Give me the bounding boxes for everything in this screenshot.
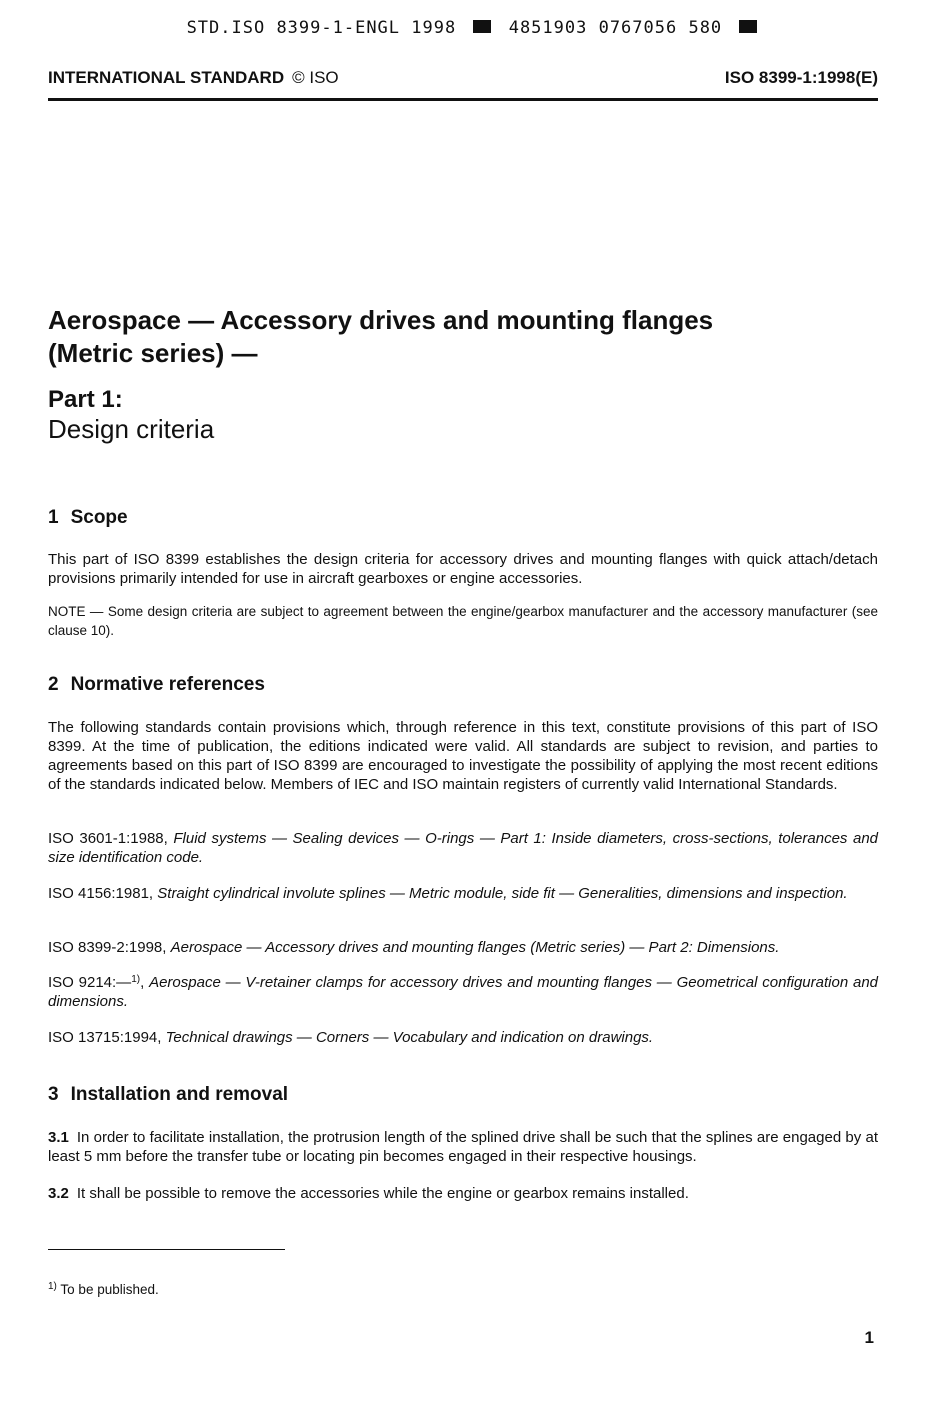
part-label: Part 1:	[48, 386, 123, 413]
title-line-2: (Metric series) —	[48, 338, 258, 368]
clause-number: 3.1	[48, 1129, 69, 1146]
footnote-mark: 1)	[48, 1281, 57, 1292]
reference-item	[48, 973, 878, 1011]
reference-title: Straight cylindrical involute splines — Metric module, side fit — Generalities, dimensions and inspection.	[157, 885, 848, 902]
reference-item	[48, 1028, 878, 1047]
scope-note: NOTE — Some design criteria are subject to agreement between the engine/gearbox manufacturer and the accessory manufacturer (see clause 10).	[48, 604, 878, 638]
header-standard-label: INTERNATIONAL STANDARD	[48, 68, 285, 87]
reference-title: Fluid systems — Sealing devices — O-rings — Part 1: Inside diameters, cross-sections, tolerances and size identification code.	[48, 830, 879, 866]
section-3-heading	[48, 1084, 288, 1106]
footnote-rule	[48, 1249, 285, 1250]
title-line-1: Aerospace — Accessory drives and mounting flanges	[48, 305, 714, 335]
header-left	[48, 68, 339, 88]
normative-references-paragraph: The following standards contain provisions which, through reference in this text, constitute provisions of this part of ISO 8399. At the time of publication, the editions indicated were valid. All standards are subject to revision, and parties to agreements based on this part of ISO 8399 are encouraged to investigate the possibility of applying the most recent editions of the standards indicated below. Members of IEC and ISO maintain registers of currently valid International Standards.	[48, 719, 878, 793]
header-rule	[48, 98, 878, 101]
section-title: Scope	[70, 507, 128, 528]
reference-code: ISO 13715:1994,	[48, 1029, 162, 1046]
section-2-heading	[48, 674, 265, 696]
reference-title: Technical drawings — Corners — Vocabulary and indication on drawings.	[165, 1029, 654, 1046]
section-number: 3	[48, 1084, 59, 1105]
document-title	[48, 304, 888, 370]
section-1-heading	[48, 507, 128, 529]
clause-number: 3.2	[48, 1185, 69, 1202]
footnote-reference: 1)	[131, 974, 141, 985]
clause-text: It shall be possible to remove the accessories while the engine or gearbox remains installed.	[76, 1185, 689, 1202]
header-document-id: ISO 8399-1:1998(E)	[724, 68, 878, 87]
reference-code: ISO 3601-1:1988,	[48, 830, 168, 847]
section-number: 2	[48, 674, 59, 695]
document-code-part2: 4851903 0767056 580	[508, 18, 723, 38]
black-block-mark	[473, 20, 491, 33]
black-block-mark	[739, 20, 757, 33]
reference-code: ISO 9214:—	[48, 974, 132, 991]
reference-punctuation: ,	[140, 974, 145, 991]
footnote-text: To be published.	[60, 1282, 159, 1297]
page-number: 1	[864, 1328, 874, 1347]
clause-3-1	[48, 1128, 878, 1166]
reference-code: ISO 4156:1981,	[48, 885, 154, 902]
section-title: Normative references	[70, 674, 265, 695]
scope-paragraph: This part of ISO 8399 establishes the design criteria for accessory drives and mounting flanges with quick attach/detach provisions primarily intended for use in aircraft gearboxes or engine accessories.	[48, 551, 878, 587]
clause-text: In order to facilitate installation, the protrusion length of the splined drive shall be such that the splines are engaged by at least 5 mm before the transfer tube or locating pin becomes engaged in their respective housings.	[48, 1129, 878, 1165]
reference-item	[48, 938, 878, 957]
reference-item	[48, 884, 878, 903]
reference-title: Aerospace — V-retainer clamps for accessory drives and mounting flanges — Geometrical configuration and dimensions.	[48, 974, 879, 1010]
reference-item	[48, 829, 878, 867]
document-code-line	[0, 18, 950, 38]
header-copyright: © ISO	[292, 68, 339, 87]
part-subtitle: Design criteria	[48, 414, 215, 444]
document-code-part1: STD.ISO 8399-1-ENGL 1998	[186, 18, 457, 38]
reference-title: Aerospace — Accessory drives and mounting flanges (Metric series) — Part 2: Dimensions.	[170, 939, 780, 956]
clause-3-2	[48, 1184, 878, 1203]
section-number: 1	[48, 507, 59, 528]
reference-code: ISO 8399-2:1998,	[48, 939, 167, 956]
footnote	[48, 1282, 159, 1297]
section-title: Installation and removal	[70, 1084, 289, 1105]
